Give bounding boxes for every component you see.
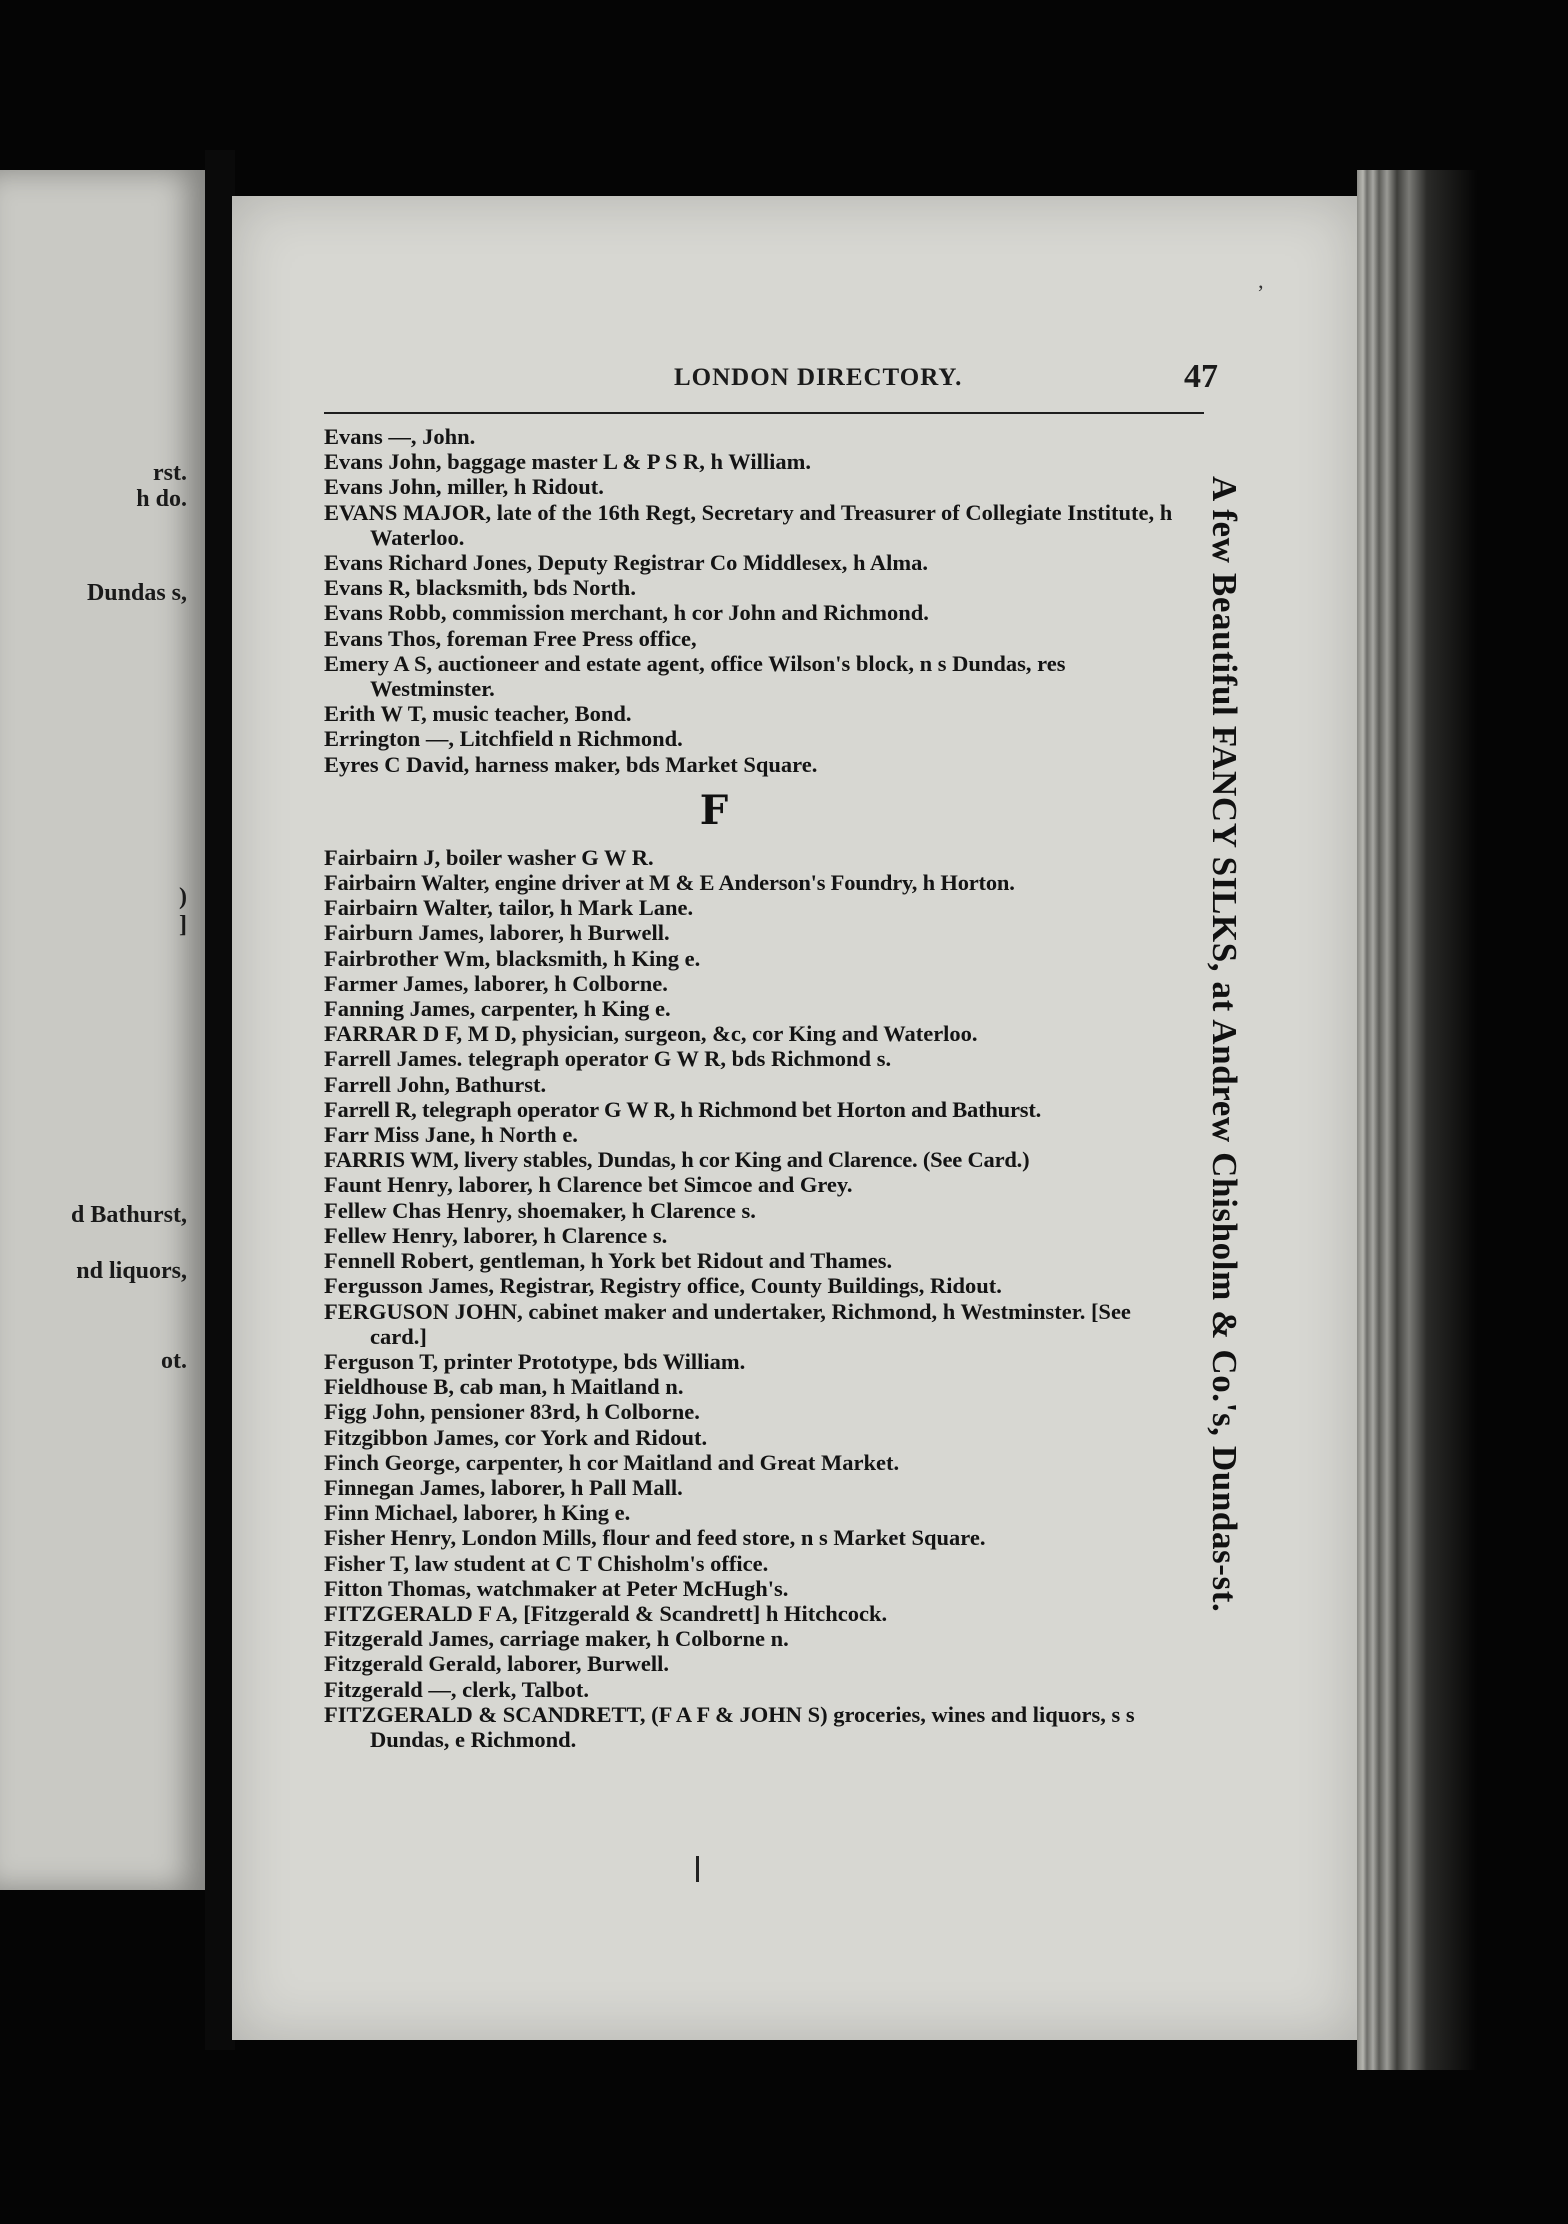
directory-entry: Fisher T, law student at C T Chisholm's office. (324, 1550, 769, 1576)
directory-entry: Fisher Henry, London Mills, flour and feed store, n s Market Square. (324, 1525, 986, 1551)
directory-entry: Fergusson James, Registrar, Registry office, County Buildings, Ridout. (324, 1273, 1002, 1299)
side-advertisement (1204, 476, 1274, 1756)
bottom-ink-mark (696, 1856, 699, 1882)
directory-entry: Finn Michael, laborer, h King e. (324, 1500, 631, 1526)
directory-page (232, 196, 1357, 2040)
section-letter-f: F (699, 786, 729, 834)
directory-entry: Errington —, Litchfield n Richmond. (324, 726, 683, 752)
left-page-fragment: rst. (153, 460, 187, 486)
directory-entry: Fairbairn Walter, engine driver at M & E Anderson's Foundry, h Horton. (324, 870, 1015, 896)
directory-entry: Fairbrother Wm, blacksmith, h King e. (324, 945, 701, 971)
header-rule (324, 412, 1204, 414)
left-page-fragment: ot. (161, 1348, 187, 1374)
directory-entry: Ferguson T, printer Prototype, bds William. (324, 1348, 746, 1374)
directory-entry: Farmer James, laborer, h Colborne. (324, 970, 668, 996)
page-number: 47 (1184, 358, 1218, 395)
directory-entry: Fanning James, carpenter, h King e. (324, 996, 671, 1022)
directory-entry: Fairbairn Walter, tailor, h Mark Lane. (324, 895, 694, 921)
directory-entry: Fellew Chas Henry, shoemaker, h Clarence s. (324, 1197, 756, 1223)
directory-entry: Fairburn James, laborer, h Burwell. (324, 920, 670, 946)
left-page-fragment: d Bathurst, (70, 1202, 187, 1228)
directory-entry: FARRIS WM, livery stables, Dundas, h cor King and Clarence. (See Card.) (324, 1147, 1030, 1173)
page-header (324, 358, 1357, 404)
directory-entry: FITZGERALD F A, [Fitzgerald & Scandrett] h Hitchcock. (324, 1600, 888, 1626)
directory-entry: Faunt Henry, laborer, h Clarence bet Simcoe and Grey. (324, 1172, 853, 1198)
directory-entry: Fitzgerald Gerald, laborer, Burwell. (324, 1651, 669, 1677)
side-advertisement-text: A few Beautiful FANCY SILKS, at Andrew Chisholm & Co.'s, Dundas-st. (1205, 476, 1244, 1613)
directory-entry: Evans —, John. (324, 424, 476, 449)
directory-entry: Fitton Thomas, watchmaker at Peter McHugh's. (324, 1575, 789, 1601)
directory-entry: Fitzgerald James, carriage maker, h Colborne n. (324, 1626, 789, 1652)
directory-entry: Evans Thos, foreman Free Press office, (324, 625, 697, 651)
directory-entries (324, 424, 1184, 1752)
directory-entry: EVANS MAJOR, late of the 16th Regt, Secretary and Treasurer of Collegiate Institute, h Waterloo. (324, 499, 1178, 550)
directory-entry: Evans John, baggage master L & P S R, h William. (324, 449, 811, 475)
directory-entry: Emery A S, auctioneer and estate agent, office Wilson's block, n s Dundas, res Westminster. (324, 650, 1071, 702)
directory-entry: Evans Richard Jones, Deputy Registrar Co Middlesex, h Alma. (324, 550, 928, 576)
directory-entry: Farr Miss Jane, h North e. (324, 1122, 578, 1148)
directory-entry: Fitzgerald —, clerk, Talbot. (324, 1676, 589, 1702)
corner-pencil-mark: ‚ (1257, 268, 1265, 293)
left-page-fragment: Dundas s, (86, 580, 187, 606)
entry-group-e (324, 424, 1184, 777)
directory-entry: Finnegan James, laborer, h Pall Mall. (324, 1474, 683, 1500)
directory-entry: Figg John, pensioner 83rd, h Colborne. (324, 1399, 700, 1425)
book-page-edges (1357, 170, 1477, 2070)
directory-entry: Farrell R, telegraph operator G W R, h Richmond bet Horton and Bathurst. (324, 1096, 1042, 1122)
directory-entry: Erith W T, music teacher, Bond. (324, 701, 632, 727)
directory-entry: Farrell John, Bathurst. (324, 1071, 547, 1097)
left-page-fragment: nd liquors, (76, 1258, 187, 1284)
book-gutter (205, 150, 235, 2050)
directory-entry: Eyres C David, harness maker, bds Market Square. (324, 751, 818, 777)
directory-entry: Evans Robb, commission merchant, h cor John and Richmond. (324, 600, 929, 626)
directory-entry: Fennell Robert, gentleman, h York bet Ridout and Thames. (324, 1248, 893, 1274)
directory-entry: Evans John, miller, h Ridout. (324, 474, 604, 500)
directory-entry: Fieldhouse B, cab man, h Maitland n. (324, 1374, 684, 1400)
directory-entry: FARRAR D F, M D, physician, surgeon, &c, cor King and Waterloo. (324, 1021, 978, 1047)
directory-entry: Fairbairn J, boiler washer G W R. (324, 844, 654, 870)
running-head: LONDON DIRECTORY. (674, 364, 963, 391)
directory-entry: Finch George, carpenter, h cor Maitland and Great Market. (324, 1449, 900, 1475)
left-page-fragment: ] (179, 912, 187, 938)
left-page-fragment: ) (179, 884, 187, 910)
directory-entry: Farrell James. telegraph operator G W R, bds Richmond s. (324, 1046, 892, 1072)
directory-entry: Fellew Henry, laborer, h Clarence s. (324, 1222, 668, 1248)
left-page-fragment: h do. (136, 486, 187, 512)
directory-entry: FITZGERALD & SCANDRETT, (F A F & JOHN S) groceries, wines and liquors, s s Dundas, e Richmond. (324, 1701, 1141, 1752)
entry-group-f (324, 845, 1184, 1752)
previous-page-edge (0, 170, 205, 1890)
directory-entry: FERGUSON JOHN, cabinet maker and undertaker, Richmond, h Westminster. [See card.] (324, 1298, 1137, 1349)
directory-entry: Evans R, blacksmith, bds North. (324, 575, 636, 601)
directory-entry: Fitzgibbon James, cor York and Ridout. (324, 1424, 708, 1450)
